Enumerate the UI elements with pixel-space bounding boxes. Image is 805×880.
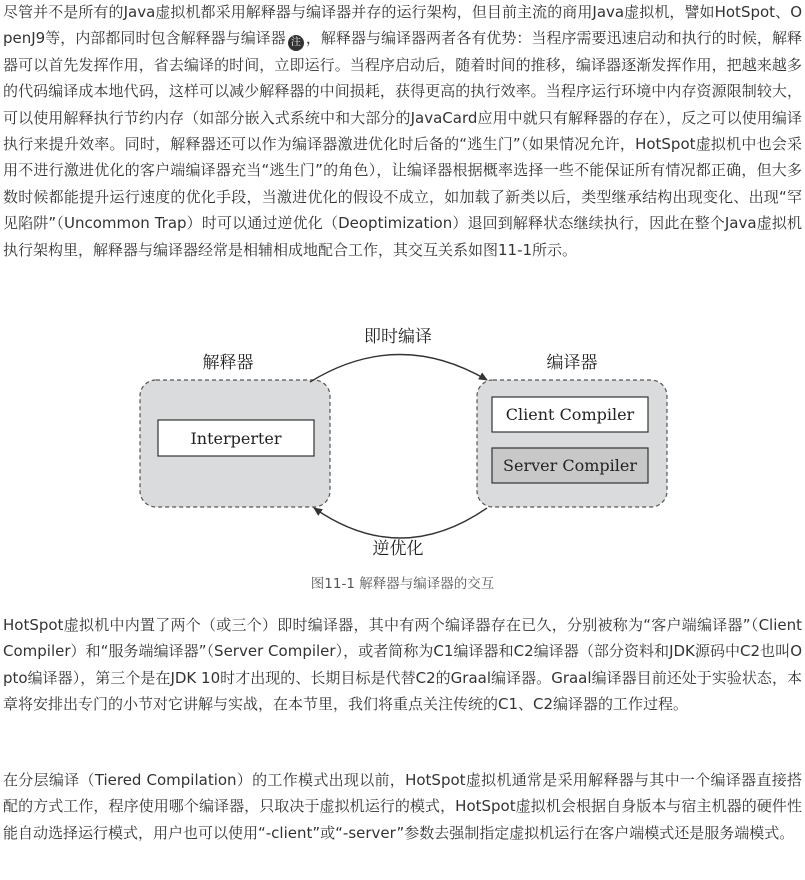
figure-caption: 图11-1 解释器与编译器的交互 — [310, 576, 495, 592]
deoptimization-label: 逆优化 — [372, 539, 424, 559]
client-compiler-label: Client Compiler — [505, 405, 635, 424]
paragraph-intro — [3, 0, 802, 263]
paragraph-intro-part-b: ，解释器与编译器两者各有优势：当程序需要迅速启动和执行的时候，解释器可以首先发挥作用，省去编译的时间，立即运行。当程序启动后，随着时间的推移，编译器逐渐发挥作用，把越来越多的代码编译成本地代码，这样可以减少解释器的中间损耗，获得更高的执行效率。当程序运行环境中内存资源限制较大，可以使用解释执行节约内存（如部分嵌入式系统中和大部分的JavaCard应用中就只有解释器的存在），反之可以使用编译执行来提升效率。同时，解释器还可以作为编译器激进优化时后备的“逃生门”（如果情况允许，HotSpot虚拟机中也会采用不进行激进优化的客户端编译器充当“逃生门”的角色），让编译器根据概率选择一些不能保证所有情况都正确，但大多数时候都能提升运行速度的优化手段，当激进优化的假设不成立，如加载了新类以后，类型继承结构出现变化、出现“罕见陷阱”（Uncommon Trap）时可以通过逆优化（Deoptimization）退回到解释状态继续执行，因此在整个Java虚拟机执行架构里，解释器与编译器经常是相辅相成地配合工作，其交互关系如图11-1所示。 — [3, 29, 802, 259]
server-compiler-label: Server Compiler — [503, 456, 637, 475]
paragraph-tiered-compilation: 在分层编译（Tiered Compilation）的工作模式出现以前，HotSpot虚拟机通常是采用解释器与其中一个编译器直接搭配的方式工作，程序使用哪个编译器，只取决于虚拟机运行的模式，HotSpot虚拟机会根据自身版本与宿主机器的硬件性能自动选择运行模式，用户也可以使用“-client”或“-server”参数去强制指定虚拟机运行在客户端模式还是服务端模式。 — [3, 771, 802, 842]
interpreter-compiler-diagram — [0, 318, 805, 578]
jit-compile-label: 即时编译 — [364, 327, 432, 347]
jit-compile-arrow — [310, 354, 487, 382]
interpreter-box-label: Interperter — [190, 429, 282, 448]
interpreter-group-label: 解释器 — [202, 353, 254, 373]
deoptimization-arrow — [314, 508, 487, 538]
footnote-note-icon[interactable]: 注 — [288, 35, 304, 51]
paragraph-jit-compilers: HotSpot虚拟机中内置了两个（或三个）即时编译器，其中有两个编译器存在已久，分别被称为“客户端编译器”（Client Compiler）和“服务端编译器”（Server Compiler），或者简称为C1编译器和C2编译器（部分资料和JDK源码中C2也叫Opto编译器），第三个是在JDK 10时才出现的、长期目标是代替C2的Graal编译器。Graal编译器目前还处于实验状态，本章将安排出专门的小节对它讲解与实战，在本节里，我们将重点关注传统的C1、C2编译器的工作过程。 — [3, 616, 802, 714]
compiler-group-label: 编译器 — [546, 353, 598, 373]
paragraph-intro-part-a: 尽管并不是所有的Java虚拟机都采用解释器与编译器并存的运行架构，但目前主流的商用Java虚拟机，譬如HotSpot、OpenJ9等，内部都同时包含解释器与编译器 — [3, 3, 802, 48]
